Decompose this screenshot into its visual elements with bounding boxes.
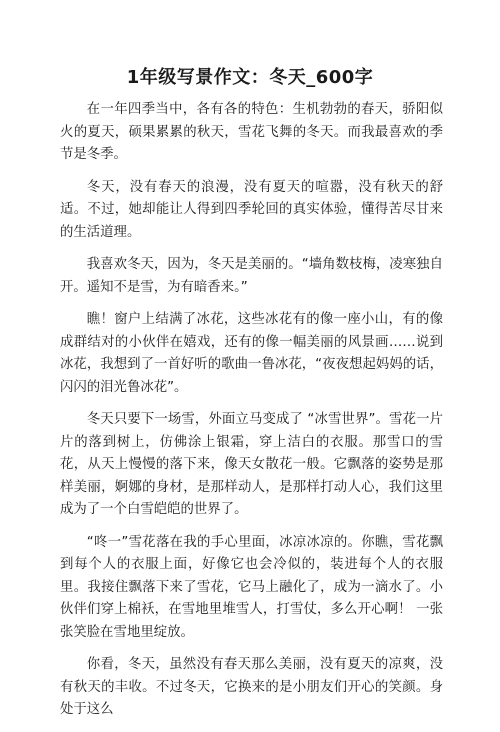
article-title: 1年级写景作文：冬天_600字 <box>126 67 374 88</box>
paragraph-5: 冬天只要下一场雪，外面立马变成了 “冰雪世界”。雪花一片片的落到树上，仿佛涂上银霜，穿上洁白的衣服。那雪口的雪花，从天上慢慢的落下来，像天女散花一般。它飘落的姿势是那样美丽，婀娜的身材，是那样动人，是那样打动人心，我们这里成为了一个白雪皑皑的世界了。 <box>60 412 443 517</box>
article-body <box>60 99 443 732</box>
paragraph-7: 你看，冬天，虽然没有春天那么美丽，没有夏天的凉爽，没有秋天的丰收。不过冬天，它换来的是小朋友们开心的笑颜。身处于这么 <box>60 657 443 717</box>
paragraph-4: 瞧！窗户上结满了冰花，这些冰花有的像一座小山，有的像成群结对的小伙伴在嬉戏，还有的像一幅美丽的风景画……说到冰花，我想到了一首好听的歌曲一鲁冰花，“夜夜想起妈妈的话，闪闪的泪光鲁冰花”。 <box>60 312 443 395</box>
paragraph-2: 冬天，没有春天的浪漫，没有夏天的喧嚣，没有秋天的舒适。不过，她却能让人得到四季轮回的真实体验，懂得苦尽甘来的生活道理。 <box>60 179 443 240</box>
paragraph-1: 在一年四季当中，各有各的特色：生机勃勃的春天，骄阳似火的夏天，硕果累累的秋天，雪花飞舞的冬天。而我最喜欢的季节是冬季。 <box>60 102 443 162</box>
paragraph-3: 我喜欢冬天，因为，冬天是美丽的。“墙角数枝梅，凌寒独自开。遥知不是雪，为有暗香来。” <box>60 257 443 295</box>
paragraph-6: “咚一”雪花落在我的手心里面，冰凉冰凉的。你瞧，雪花飘到每个人的衣服上面，好像它也会冷似的，装进每个人的衣服里。我接住飘落下来了雪花，它马上融化了，成为一滴水了。小伙伴们穿上棉袄，在雪地里堆雪人，打雪仗，多么开心啊！ 一张张笑脸在雪地里绽放。 <box>60 534 443 640</box>
